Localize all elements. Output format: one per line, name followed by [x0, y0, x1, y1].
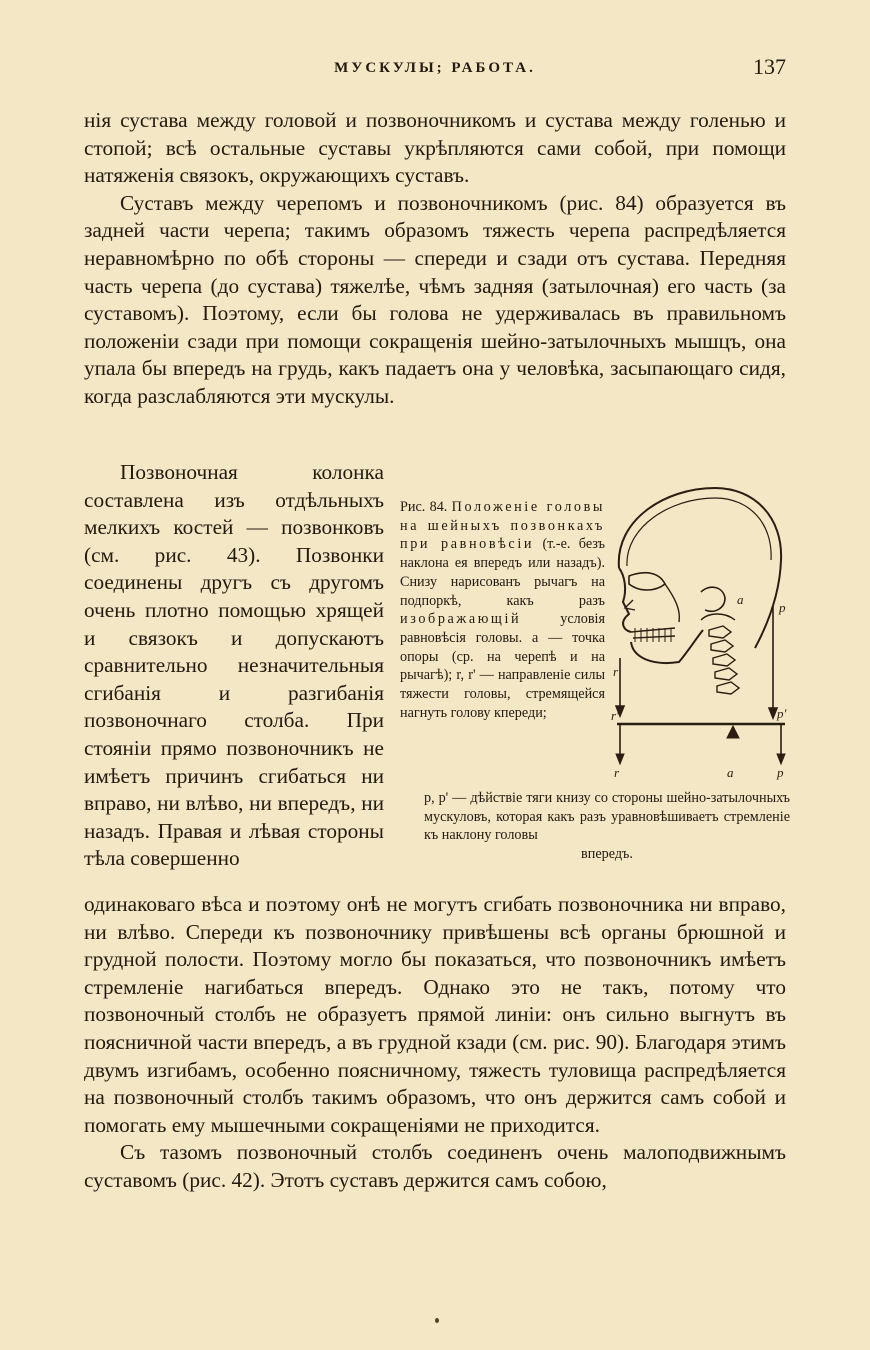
figure-labels: [611, 592, 787, 780]
body-text-top: [84, 107, 786, 411]
skull-base: [701, 614, 735, 620]
paragraph: одинаковаго вѣса и поэтому онѣ не могутъ сгибать позвоночника ни вправо, ни влѣво. Спереди къ позвоночнику привѣшены всѣ органы брюшной и грудной полости. Поэтому могло бы показаться, что позвоночникъ имѣетъ стремленіе нагибаться впередъ. Однако это не такъ, потому что позвоночный столбъ не образуетъ прямой линіи: онъ сильно выгнутъ въ поясничной части впередъ, а въ грудной кзади (см. рис. 90). Благодаря этимъ двумъ изгибамъ, особенно поясничному, тяжесть туловища распредѣляется на позвоночный столбъ такимъ образомъ, что онъ держится самъ собой и помогать ему мышечными сокращеніями не приходится.: [84, 892, 786, 1137]
label-r-prime: r': [611, 708, 619, 723]
figure-84: [400, 480, 790, 880]
figure-caption-title: Положеніе головы на шейныхъ позвонкахъ при равновѣсіи: [400, 499, 605, 553]
cranium-outline: [619, 488, 781, 648]
jaw-outline: [631, 630, 703, 663]
arrow-head: [769, 708, 777, 718]
vertebra: [715, 668, 737, 680]
ink-speck: [435, 1318, 439, 1323]
vertebra: [717, 682, 739, 694]
figure-label: Рис. 84.: [400, 499, 448, 515]
force-arrows: [616, 606, 777, 718]
figure-caption-text: (т.-е. безъ наклона ея впередъ или назадъ). Снизу нарисованъ рычагъ на подпоркѣ, какъ разъ: [400, 536, 605, 609]
vertebra: [709, 626, 731, 638]
label-r-lever: r: [614, 765, 620, 780]
figure-caption-text: условія равновѣсія головы. а — точка опоры (ср. на черепѣ и на рычагѣ); r, r' — направленіе силы тяжести головы, стремящейся нагнуть голову кпереди;: [400, 611, 605, 721]
label-a-skull: a: [737, 592, 744, 607]
figure-caption-text: изображающій: [400, 611, 522, 628]
label-r-skull: r: [613, 664, 619, 679]
teeth: [635, 628, 671, 642]
page-number: 137: [753, 54, 786, 79]
paragraph: Суставъ между черепомъ и позвоночникомъ (рис. 84) образуется въ задней части черепа; такимъ образомъ тяжесть черепа распредѣляется неравномѣрно по обѣ стороны — спереди и сзади отъ сустава. Передняя часть черепа (до сустава) тяжелѣе, чѣмъ задняя (затылочная) его часть (за суставомъ). Поэтому, если бы голова не удерживалась въ правильномъ положеніи сзади при помощи сокращенія шейно-затылочныхъ мышцъ, она упала бы впередъ на грудь, какъ падаетъ она у человѣка, засыпающаго сидя, когда разслабляются эти мускулы.: [84, 190, 786, 408]
vertebra: [711, 640, 733, 652]
ear-region: [701, 587, 725, 611]
figure-caption-continued: [424, 789, 790, 864]
vertebra: [713, 654, 735, 666]
skull-drawing: [619, 488, 781, 694]
eye-orbit: [629, 573, 665, 590]
wrapped-paragraph-column: [84, 459, 384, 873]
figure-caption-end: впередъ.: [581, 846, 633, 863]
paragraph: Съ тазомъ позвоночный столбъ соединенъ очень малоподвижнымъ суставомъ (рис. 42). Этотъ суставъ держится самъ собою,: [84, 1140, 786, 1192]
label-p-skull: p: [779, 600, 786, 615]
lever-diagram: [616, 724, 785, 764]
page-header: [84, 52, 786, 86]
arrow-head: [777, 754, 785, 764]
running-title: МУСКУЛЫ; РАБОТА.: [334, 60, 536, 76]
paragraph: нія сустава между головой и позвоночникомъ и сустава между голенью и стопой; всѣ остальные суставы укрѣпляются сами собой, при помощи натяженія связокъ, окружающихъ суставъ.: [84, 108, 786, 188]
skull-lever-illustration: [605, 480, 790, 785]
label-p-prime: p': [777, 706, 787, 721]
figure-caption-text: p, p' — дѣйствіе тяги книзу со стороны шейно-затылочныхъ мускуловъ, которая какъ разъ уравновѣшиваетъ стремленіе къ наклону головы: [424, 790, 790, 844]
paragraph: Позвоночная колонка составлена изъ отдѣльныхъ мелкихъ костей — позвонковъ (см. рис. 43). Позвонки соединены другъ съ другомъ очень плотно помощью хрящей и связокъ и допускаютъ сравнительно незначительныя сгибанія и разгибанія позвоночнаго столба. При стояніи прямо позвоночникъ не имѣетъ причинъ сгибаться ни вправо, ни влѣво, ни впередъ, ни назадъ. Правая и лѣвая стороны тѣла совершенно: [84, 460, 384, 871]
fulcrum: [727, 726, 739, 738]
figure-caption: [400, 498, 605, 722]
arrow-head: [616, 754, 624, 764]
nasal-aperture: [625, 600, 635, 610]
body-text-bottom: [84, 891, 786, 1195]
label-a-lever: a: [727, 765, 734, 780]
cheekbone: [665, 584, 679, 622]
label-p-lever: p: [777, 765, 784, 780]
